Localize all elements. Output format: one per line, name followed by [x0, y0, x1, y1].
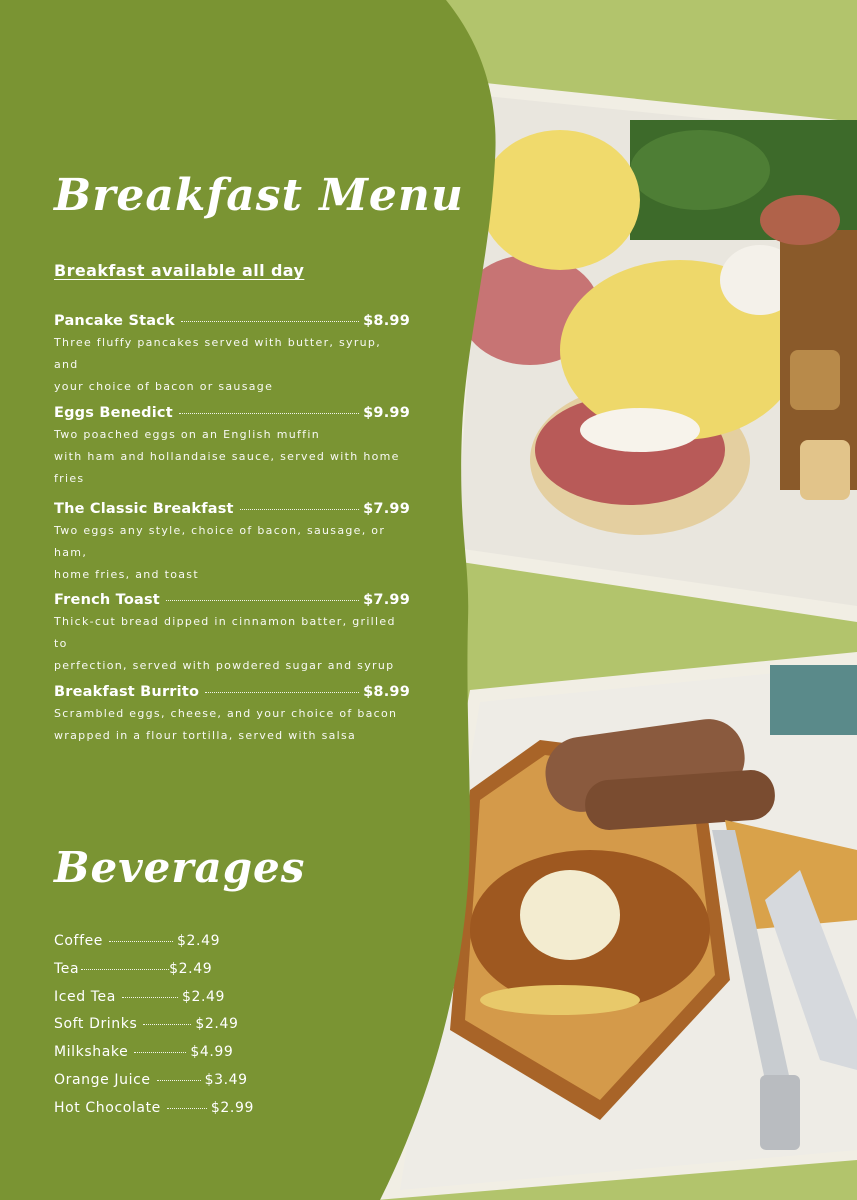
beverage-name: Soft Drinks	[54, 1016, 138, 1032]
menu-item	[54, 313, 410, 398]
leader-dots	[167, 1108, 207, 1109]
item-description: Thick-cut bread dipped in cinnamon batter, grilled to perfection, served with powdered sugar and syrup	[54, 615, 396, 672]
menu-item	[54, 405, 410, 490]
beverage-price: $4.99	[190, 1044, 234, 1060]
menu-item	[54, 684, 410, 747]
leader-dots	[179, 413, 359, 414]
beverage-price: $2.99	[210, 1100, 254, 1116]
beverage-item	[54, 1044, 233, 1060]
leader-dots	[143, 1024, 191, 1025]
menu-item	[54, 501, 410, 586]
item-price: $8.99	[363, 313, 410, 329]
item-price: $7.99	[363, 592, 410, 608]
leader-dots	[109, 941, 173, 942]
leader-dots	[157, 1080, 201, 1081]
item-price: $7.99	[363, 501, 410, 517]
item-description: Two eggs any style, choice of bacon, sausage, or ham, home fries, and toast	[54, 524, 386, 581]
beverage-item	[54, 933, 220, 949]
item-price: $9.99	[363, 405, 410, 421]
beverage-name: Orange Juice	[54, 1072, 151, 1088]
item-description: Three fluffy pancakes served with butter, syrup, and your choice of bacon or sausage	[54, 336, 382, 393]
beverage-item	[54, 1016, 238, 1032]
beverage-price: $2.49	[195, 1016, 239, 1032]
beverage-item	[54, 961, 212, 977]
leader-dots	[81, 969, 169, 970]
leader-dots	[122, 997, 178, 998]
beverage-item	[54, 1072, 248, 1088]
beverage-name: Tea	[54, 961, 80, 977]
leader-dots	[240, 509, 359, 510]
beverages-title: Beverages	[54, 843, 306, 892]
beverage-price: $2.49	[169, 961, 213, 977]
beverage-item	[54, 1100, 254, 1116]
menu-title: Breakfast Menu	[54, 170, 464, 221]
menu-item	[54, 592, 410, 677]
item-name: Pancake Stack	[54, 313, 175, 329]
item-name: French Toast	[54, 592, 160, 608]
item-description: Scrambled eggs, cheese, and your choice of bacon wrapped in a flour tortilla, served with salsa	[54, 707, 398, 742]
beverage-name: Milkshake	[54, 1044, 129, 1060]
beverage-name: Coffee	[54, 933, 104, 949]
leader-dots	[166, 600, 359, 601]
beverage-price: $3.49	[204, 1072, 248, 1088]
item-name: The Classic Breakfast	[54, 501, 234, 517]
item-name: Breakfast Burrito	[54, 684, 200, 700]
beverage-name: Hot Chocolate	[54, 1100, 161, 1116]
leader-dots	[181, 321, 359, 322]
item-name: Eggs Benedict	[54, 405, 173, 421]
beverage-price: $2.49	[177, 933, 221, 949]
leader-dots	[134, 1052, 186, 1053]
beverage-price: $2.49	[181, 989, 226, 1005]
menu-subtitle: Breakfast available all day	[54, 261, 305, 280]
beverage-item	[54, 989, 225, 1005]
item-price: $8.99	[363, 684, 410, 700]
beverage-name: Iced Tea	[54, 989, 116, 1005]
item-description: Two poached eggs on an English muffin with ham and hollandaise sauce, served with home fries	[54, 428, 400, 485]
leader-dots	[205, 692, 359, 693]
